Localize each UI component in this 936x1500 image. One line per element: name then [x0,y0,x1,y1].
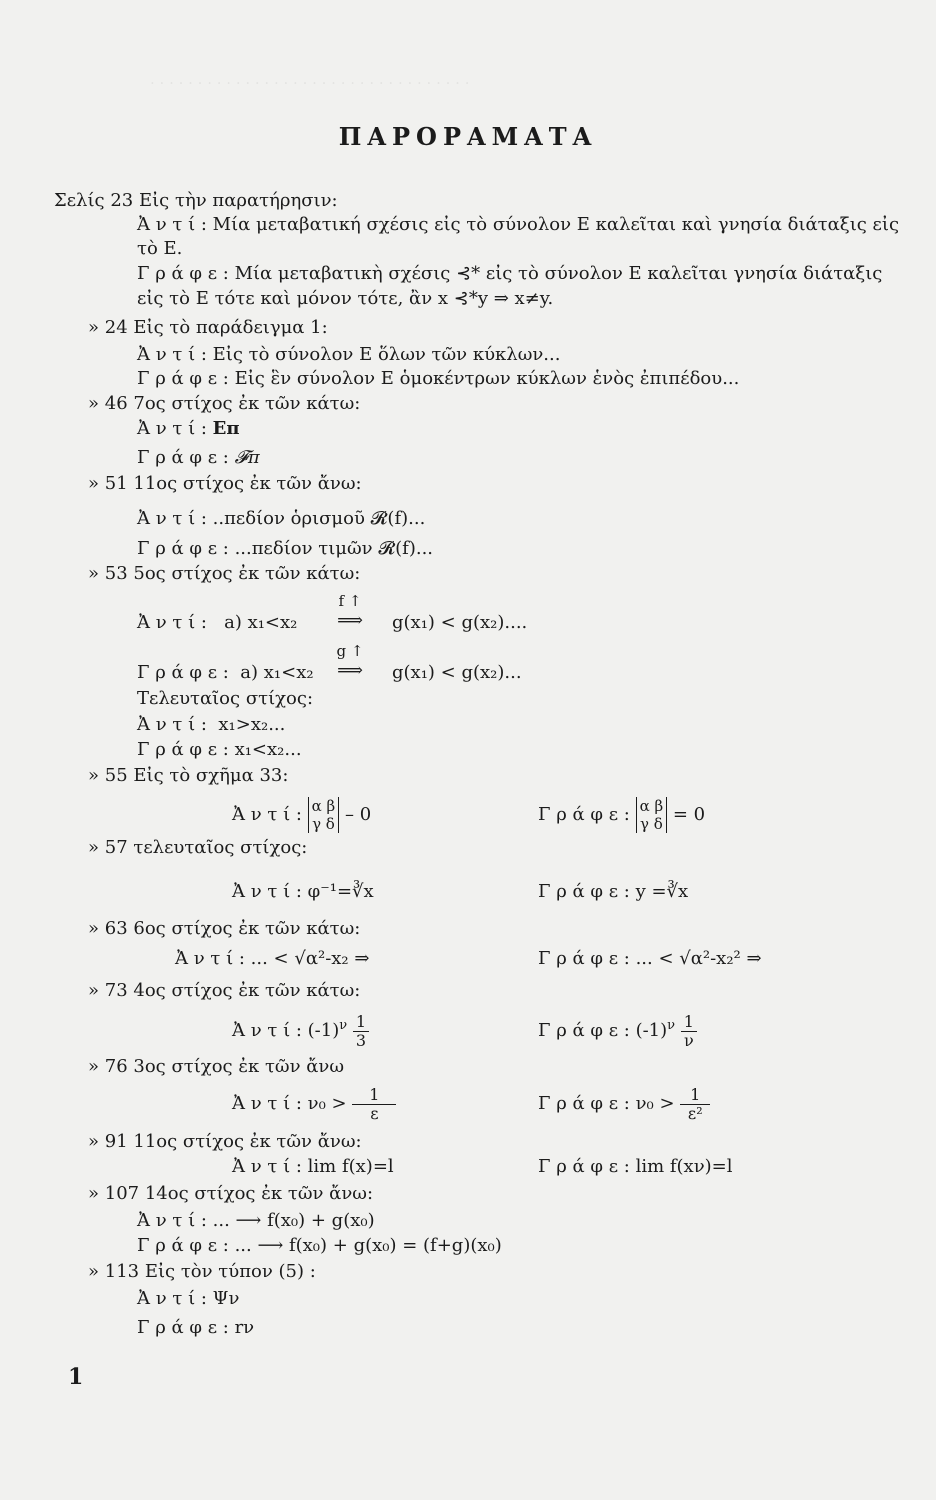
entry-23-anti [137,214,899,236]
grafe-label: Γ ρ ά φ ε : [538,1093,630,1114]
grafe-base: (-1) [635,1020,668,1041]
grafe-label: Γ ρ ά φ ε : [538,881,630,902]
entry-53-last-heading: Τελευταῖος στίχος: [137,688,314,709]
entry-55-heading [88,765,288,787]
page-number: 91 [104,1131,128,1152]
grafe-label: Γ ρ ά φ ε : [137,739,229,760]
numerator: 1 [681,1013,697,1032]
grafe-label: Γ ρ ά φ ε : [137,263,229,284]
entry-46-anti [137,418,240,440]
page-marker: » [88,473,100,494]
entry-113-grafe [137,1317,254,1339]
entry-53-grafe [137,662,314,684]
page-number: 73 [104,980,128,1001]
grafe-text: Εἰς ἓν σύνολον Ε ὁμοκέντρων κύκλων ἑνὸς ἐπιπέδου... [234,368,740,389]
location-text: 11ος στίχος ἐκ τῶν ἄνω: [133,473,362,494]
entry-63-anti [175,948,369,970]
anti-arrow-label: f ↑ [338,592,362,610]
location-text: Εἰς τὸ σχῆμα 33: [133,765,289,786]
entry-63-grafe [538,948,762,970]
entry-76-heading [88,1056,344,1078]
entry-51-anti [137,508,425,530]
denominator: ν [684,1030,694,1050]
entry-24-anti [137,344,560,366]
grafe-label: Γ ρ ά φ ε : [538,1156,630,1177]
location-text: Εἰς τὴν παρατήρησιν: [138,190,338,211]
page-marker: » [88,563,100,584]
grafe-label: Γ ρ ά φ ε : [137,447,229,468]
anti-tail: – 0 [344,804,372,825]
grafe-text: 𝓕π [234,447,260,468]
grafe-right: g(x₁) < g(x₂)... [392,662,522,683]
entry-107-anti [137,1210,375,1232]
anti-text: ... ⟶ f(x₀) + g(x₀) [212,1210,375,1231]
location-text: Εἰς τὸν τύπον (5) : [144,1261,316,1282]
page-number: 63 [104,918,128,939]
grafe-text: lim f(xν)=l [635,1156,733,1177]
page-number: 113 [104,1261,140,1282]
page-number: 76 [104,1056,128,1077]
anti-arrow: ⟹ [337,610,363,631]
anti-label: Ἀ ν τ ί : [137,612,207,633]
anti-label: Ἀ ν τ ί : [137,344,207,365]
grafe-label: Γ ρ ά φ ε : [137,662,229,683]
anti-text: φ⁻¹=∛x [307,881,374,902]
anti-label: Ἀ ν τ ί : [137,214,207,235]
anti-label: Ἀ ν τ ί : [137,418,207,439]
anti-label: Ἀ ν τ ί : [137,714,207,735]
entry-57-anti [232,881,374,903]
grafe-label: Γ ρ ά φ ε : [137,538,229,559]
grafe-label: Γ ρ ά φ ε : [538,804,630,825]
denominator: ε² [687,1103,703,1123]
grafe-text: ... < √α²-x₂² ⇒ [635,948,762,969]
grafe-fraction [681,1013,697,1050]
grafe-label: Γ ρ ά φ ε : [137,1235,229,1256]
page-number: 57 [104,837,128,858]
page-marker: » [88,837,100,858]
entry-57-grafe [538,881,688,903]
entry-76-grafe [538,1084,710,1124]
entry-23-heading [54,190,338,212]
show-through-text: . . . . . . . . . . . . . . . . . . . . . . . . . . . . . . . . . . [150,70,470,88]
anti-base: (-1) [307,1020,340,1041]
page-marker: » [88,980,100,1001]
entry-91-heading [88,1131,362,1153]
anti-label: Ἀ ν τ ί : [232,1093,302,1114]
numerator: 1 [353,1013,369,1032]
grafe-label: Γ ρ ά φ ε : [538,948,630,969]
anti-text: x₁>x₂... [218,714,286,735]
entry-53-last-anti [137,714,285,736]
page-number: 53 [104,563,128,584]
entry-23-grafe-cont [137,288,553,310]
page-number: 55 [104,765,128,786]
anti-label: Ἀ ν τ ί : [232,881,302,902]
anti-fraction [353,1013,369,1050]
page-number: 23 [110,190,134,211]
page-marker: » [88,1056,100,1077]
page-marker: » [88,317,100,338]
entry-113-heading [88,1261,316,1283]
anti-text: Εἰς τὸ σύνολον Ε ὅλων τῶν κύκλων... [212,344,561,365]
entry-91-grafe [538,1156,733,1178]
entry-23-anti-cont [137,238,182,260]
anti-left: a) x₁<x₂ [224,612,298,633]
location-text: 5ος στίχος ἐκ τῶν κάτω: [133,563,361,584]
entry-24-grafe [137,368,739,390]
entry-113-anti [137,1288,239,1310]
grafe-text: y =∛x [635,881,689,902]
grafe-label: Γ ρ ά φ ε : [137,368,229,389]
location-text: Εἰς τὸ παράδειγμα 1: [133,317,328,338]
grafe-label: Γ ρ ά φ ε : [538,1020,630,1041]
anti-exponent: ν [339,1018,348,1033]
entry-23-grafe [137,263,882,285]
location-text: 6ος στίχος ἐκ τῶν κάτω: [133,918,361,939]
denominator: ε [370,1103,379,1123]
anti-left: ν₀ > [307,1093,347,1114]
entry-73-grafe [538,1006,697,1051]
grafe-text: Μία μεταβατικὴ σχέσις ⊰* εἰς τὸ σύνολον Ε καλεῖται γνησία διάταξις [234,263,883,284]
anti-label: Ἀ ν τ ί : [232,804,302,825]
page-marker: » [88,918,100,939]
numerator: 1 [352,1086,396,1105]
entry-51-heading [88,473,362,495]
anti-label: Ἀ ν τ ί : [137,508,207,529]
grafe-arrow-label: g ↑ [336,642,364,660]
anti-fraction [352,1086,396,1123]
page-title: ΠΑΡΟΡΑΜΑΤΑ [338,122,598,151]
page-number: 51 [104,473,128,494]
det-row-bottom: γ δ [639,815,663,833]
denominator: 3 [355,1030,367,1050]
page-number: 24 [104,317,128,338]
location-text: τελευταῖος στίχος: [133,837,308,858]
grafe-text: rν [234,1317,255,1338]
entry-53-heading [88,563,360,585]
entry-55-anti [232,796,371,834]
entry-91-anti [232,1156,394,1178]
grafe-text: εἰς τὸ Ε τότε καὶ μόνον τότε, ἂν x ⊰*y ⇒ x≠y. [137,288,554,309]
anti-label: Ἀ ν τ ί : [175,948,245,969]
page-number: 107 [104,1183,140,1204]
anti-label: Ἀ ν τ ί : [232,1020,302,1041]
location-text: 4ος στίχος ἐκ τῶν κάτω: [133,980,361,1001]
anti-right: g(x₁) < g(x₂).... [392,612,528,633]
grafe-arrow: ⟹ [337,660,363,681]
page-marker: » [88,1261,100,1282]
grafe-text: ... ⟶ f(x₀) + g(x₀) = (f+g)(x₀) [234,1235,502,1256]
page-marker: » [88,1183,100,1204]
grafe-determinant [636,797,668,833]
entry-51-grafe [137,538,433,560]
page-number: 46 [104,393,128,414]
det-row-top: α β [639,797,664,815]
anti-label: Ἀ ν τ ί : [232,1156,302,1177]
entry-55-grafe [538,796,705,834]
location-text: 3ος στίχος ἐκ τῶν ἄνω [133,1056,345,1077]
entry-73-anti [232,1006,369,1051]
entry-63-heading [88,918,360,940]
entry-53-last-grafe [137,739,302,761]
location-text: 11ος στίχος ἐκ τῶν ἄνω: [133,1131,362,1152]
det-row-top: α β [311,797,336,815]
anti-label: Ἀ ν τ ί : [137,1210,207,1231]
grafe-text: x₁<x₂... [234,739,302,760]
page-marker: » [88,1131,100,1152]
anti-text: ... < √α²-x₂ ⇒ [250,948,370,969]
page-number-footer: 1 [68,1364,84,1390]
anti-label: Ἀ ν τ ί : [137,1288,207,1309]
entry-73-heading [88,980,360,1002]
location-text: 14ος στίχος ἐκ τῶν ἄνω: [144,1183,374,1204]
grafe-label: Γ ρ ά φ ε : [137,1317,229,1338]
anti-text: lim f(x)=l [307,1156,394,1177]
anti-text: Eπ [212,418,240,439]
page-marker: » [88,765,100,786]
entry-107-grafe [137,1235,502,1257]
anti-determinant [308,797,340,833]
location-text: 7ος στίχος ἐκ τῶν κάτω: [133,393,361,414]
grafe-left: ν₀ > [635,1093,675,1114]
entry-107-heading [88,1183,373,1205]
anti-text: τὸ Ε. [137,238,183,259]
entry-76-anti [232,1084,396,1124]
entry-24-heading [88,317,328,339]
grafe-text: ...πεδίον τιμῶν 𝓡(f)... [234,538,434,559]
anti-text: Ψν [212,1288,240,1309]
numerator: 1 [680,1086,710,1105]
anti-text: Μία μεταβατική σχέσις εἰς τὸ σύνολον Ε καλεῖται καὶ γνησία διάταξις εἰς [212,214,900,235]
grafe-left: a) x₁<x₂ [240,662,314,683]
entry-46-heading [88,393,360,415]
grafe-exponent: ν [667,1018,676,1033]
grafe-fraction [680,1086,710,1123]
anti-text: ..πεδίον ὁρισμοῦ 𝓡(f)... [212,508,426,529]
grafe-tail: = 0 [672,804,706,825]
page-marker: » [88,393,100,414]
page-marker: Σελίς [54,190,105,211]
det-row-bottom: γ δ [312,815,335,833]
entry-46-grafe [137,447,260,469]
entry-53-anti [137,612,297,634]
entry-57-heading [88,837,307,859]
